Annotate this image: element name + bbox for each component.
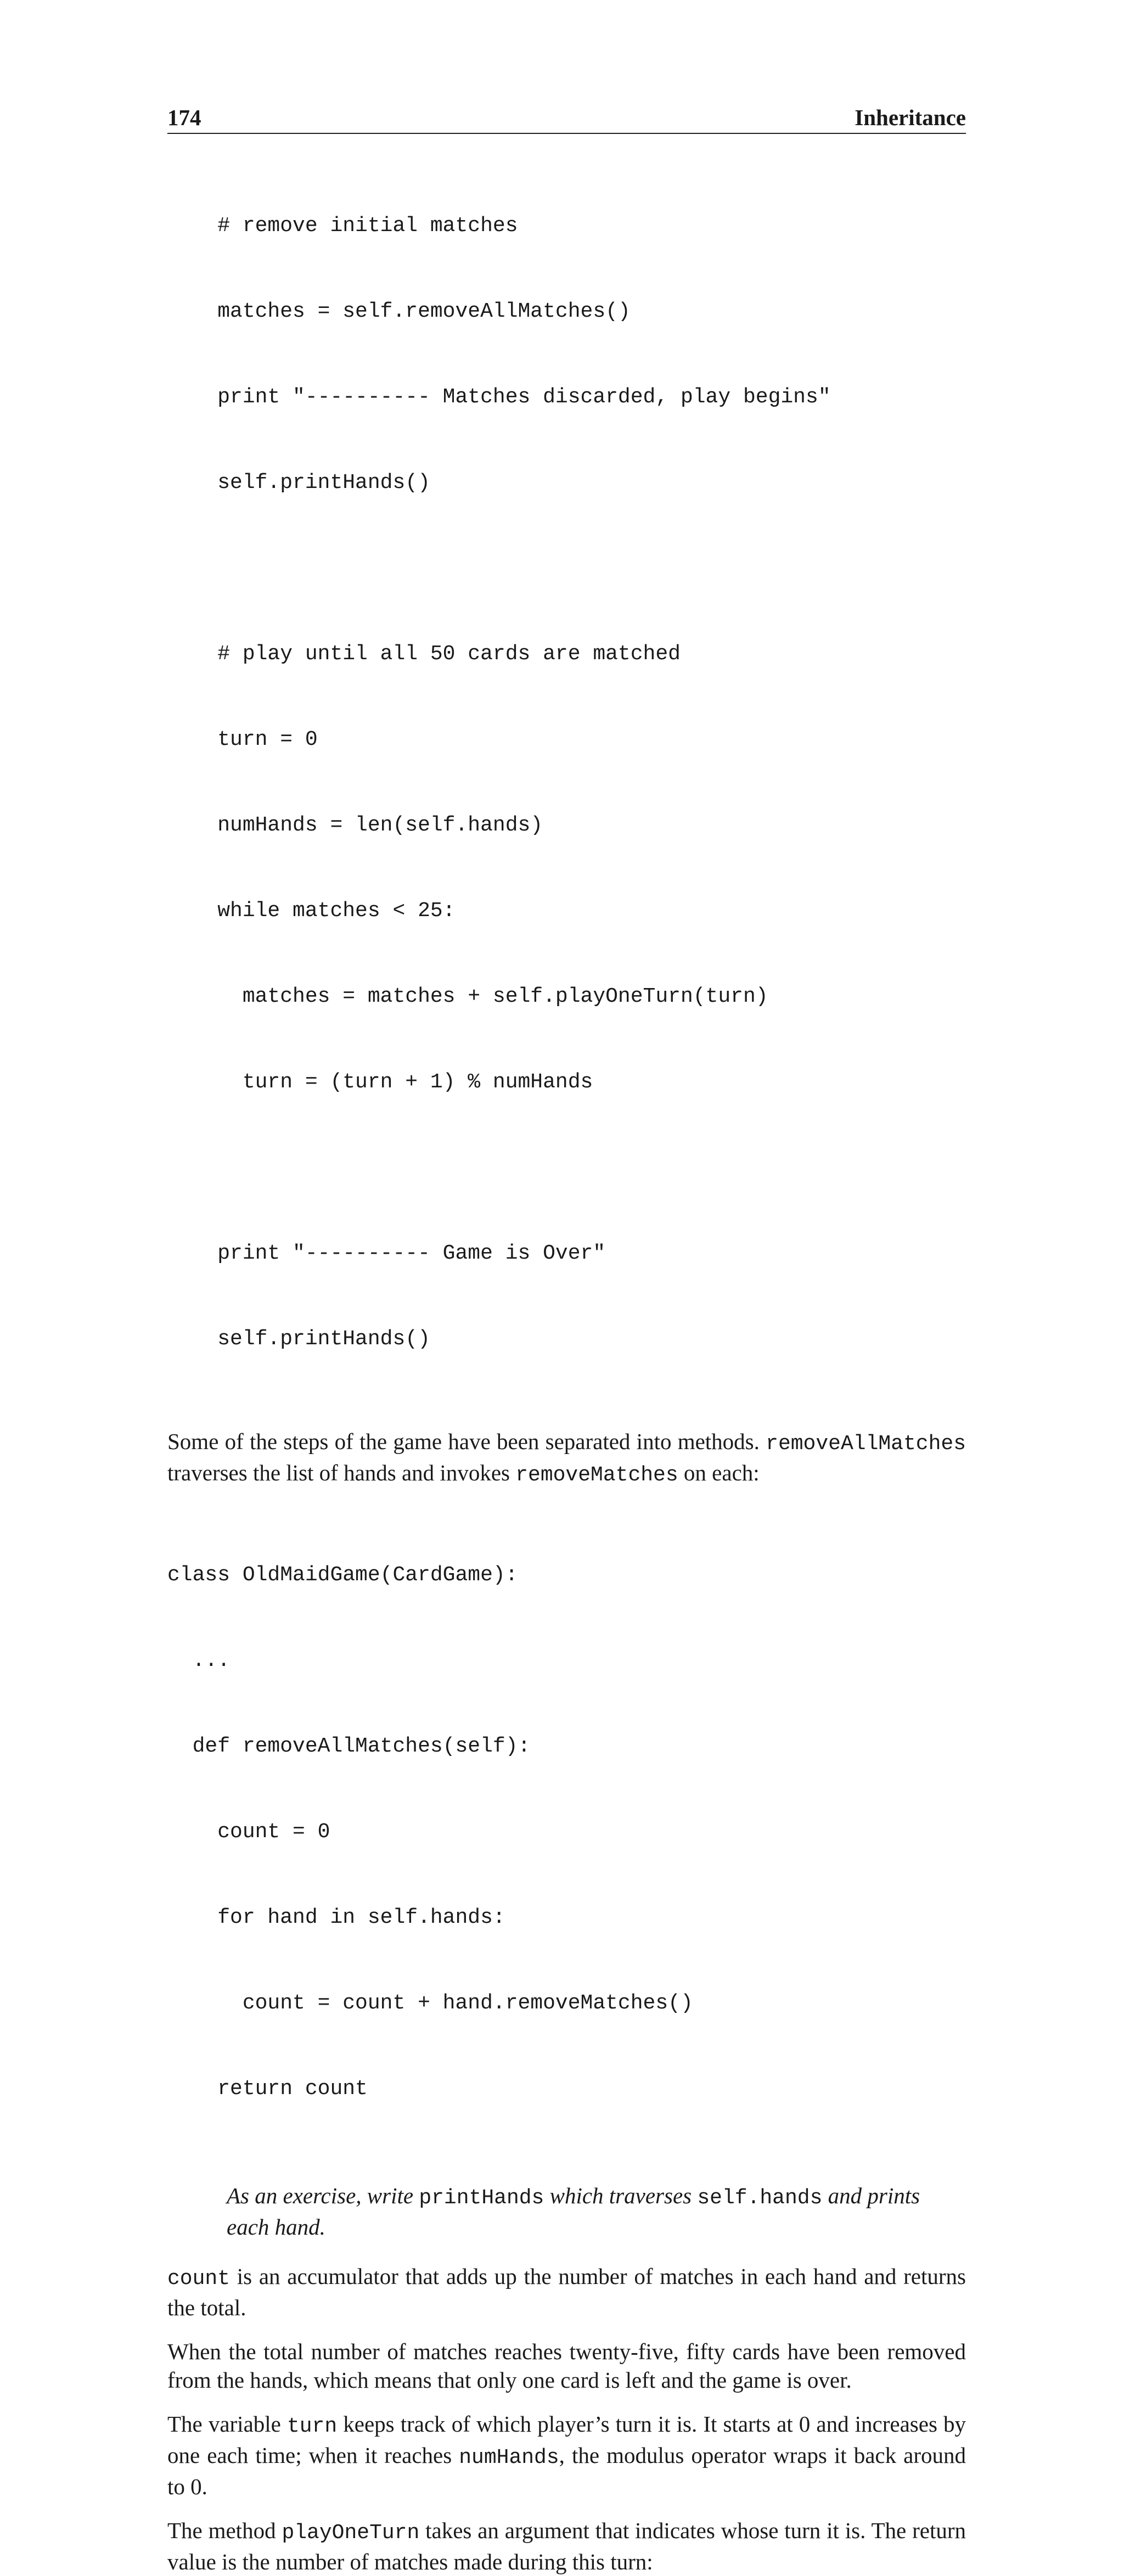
- code-line: ...: [167, 1649, 231, 1673]
- inline-code: self.hands: [697, 2186, 823, 2210]
- code-line: matches = self.removeAllMatches(): [167, 300, 631, 323]
- chapter-title: Inheritance: [855, 105, 966, 130]
- code-line: matches = matches + self.playOneTurn(turn): [167, 985, 768, 1008]
- book-page: [167, 99, 966, 2576]
- code-block-game-loop: [167, 155, 966, 1411]
- paragraph-text: keeps track of which player’s turn it is. It starts at 0 and increases by one each time; when it reaches: [167, 2411, 966, 2468]
- paragraph-text: , the modulus operator wraps it back around to 0.: [167, 2443, 966, 2499]
- code-line: for hand in self.hands:: [167, 1906, 505, 1929]
- exercise-text: As an exercise, write: [227, 2183, 419, 2208]
- code-line: self.printHands(): [167, 471, 430, 495]
- code-line: print "---------- Game is Over": [167, 1242, 606, 1265]
- inline-code: count: [167, 2267, 231, 2291]
- code-line: count = 0: [167, 1820, 330, 1844]
- paragraph-play-one-turn: [167, 2516, 966, 2576]
- code-line: class OldMaidGame(CardGame):: [167, 1563, 518, 1587]
- code-line: # remove initial matches: [167, 214, 518, 238]
- paragraph-accumulator: [167, 2262, 966, 2322]
- code-line: [167, 1154, 966, 1182]
- inline-code: numHands: [459, 2446, 559, 2470]
- paragraph-turn-variable: [167, 2410, 966, 2501]
- paragraph-text: takes an argument that indicates whose turn it is. The return value is the number of matches made during this turn:: [167, 2518, 966, 2574]
- paragraph-text: The method: [167, 2518, 282, 2543]
- code-line: while matches < 25:: [167, 899, 456, 923]
- code-block-remove-all-matches: [167, 1504, 966, 2160]
- paragraph-text: When the total number of matches reaches twenty-five, fifty cards have been removed from the hands, which means that only one card is left and the game is over.: [167, 2339, 966, 2393]
- exercise-note: [227, 2181, 940, 2241]
- code-line: count = count + hand.removeMatches(): [167, 1991, 693, 2015]
- inline-code: playOneTurn: [282, 2521, 420, 2545]
- inline-code: removeAllMatches: [766, 1432, 966, 1456]
- exercise-text: which traverses: [544, 2183, 698, 2208]
- page-number: 174: [167, 105, 201, 130]
- code-line: numHands = len(self.hands): [167, 813, 543, 837]
- running-head: [167, 99, 966, 134]
- paragraph-text: The variable: [167, 2411, 287, 2437]
- inline-code: removeMatches: [515, 1463, 678, 1487]
- code-line: [167, 554, 966, 583]
- code-line: turn = (turn + 1) % numHands: [167, 1070, 593, 1094]
- exercise-text: and prints each hand.: [227, 2183, 920, 2240]
- code-line: return count: [167, 2077, 368, 2101]
- paragraph-game-over: [167, 2337, 966, 2394]
- inline-code: turn: [286, 2415, 338, 2438]
- paragraph-text: on each:: [678, 1460, 760, 1485]
- code-line: def removeAllMatches(self):: [167, 1735, 531, 1758]
- inline-code: printHands: [419, 2186, 544, 2210]
- code-line: self.printHands(): [167, 1327, 430, 1351]
- paragraph-text: is an accumulator that adds up the number of matches in each hand and returns the total.: [167, 2264, 966, 2320]
- paragraph-text: Some of the steps of the game have been separated into methods.: [167, 1429, 760, 1454]
- code-line: # play until all 50 cards are matched: [167, 642, 681, 666]
- code-line: print "---------- Matches discarded, play begins": [167, 385, 831, 409]
- paragraph-text: traverses the list of hands and invokes: [167, 1460, 516, 1485]
- code-line: turn = 0: [167, 728, 318, 751]
- paragraph-methods: [167, 1427, 966, 1490]
